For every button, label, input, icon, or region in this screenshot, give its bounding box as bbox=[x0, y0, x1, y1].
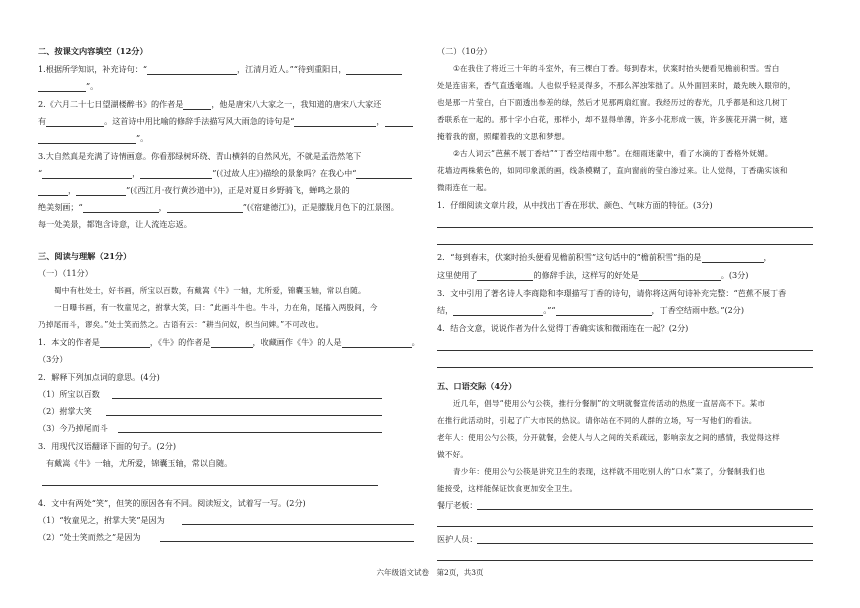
q3-line3: ， ”(《西江月·夜行黄沙道中》)，正是对夏日乡野骑飞，蝉鸣之景的 bbox=[38, 185, 350, 196]
blank bbox=[76, 186, 126, 196]
q2-line2: 有 。这首诗中用比喻的修辞手法描写风大雨急的诗句是“ ， bbox=[38, 116, 413, 127]
passage-2-line: ①在我住了将近三十年的斗室外，有三棵白丁香。每到春末，伏案时抬头便看见檐前积雪。雪白 bbox=[453, 64, 780, 73]
restaurant-owner-label: 餐厅老板： bbox=[437, 500, 478, 510]
blank bbox=[167, 203, 243, 213]
answer-line bbox=[437, 243, 813, 245]
bq3-line: 3．文中引用了著名诗人李商隐和李璟描写丁香的诗句，请你将这两句诗补充完整：“芭蕉不展丁香 bbox=[437, 288, 787, 298]
rq1-line: 1．本文的作者是 ，《牛》的作者是 ，收藏画作《牛》的人是 。 bbox=[38, 337, 420, 347]
passage-2-title: （二）（10分） bbox=[437, 46, 492, 56]
blank bbox=[140, 169, 212, 179]
answer-line bbox=[106, 414, 382, 416]
passage-2-line: 花墙边两株紫色的，如同印象派的画，线条模糊了，直向窗前的莹白渗过来。让人觉得，丁香确实该和 bbox=[437, 166, 788, 175]
passage-2-line: ②古人词云“芭蕉不展丁香结”“丁香空结雨中愁”。在细雨迷蒙中，看了水滴的丁香格外妩媚。 bbox=[453, 149, 773, 158]
passage-1-line: 乃掉尾而斗，谬矣。”处士笑而然之。古语有云：“耕当问奴，织当问婢。”不可改也。 bbox=[38, 320, 324, 329]
q1-line: 1.根据所学知识，补充诗句：“ ，江清月近人。”“待到重阳日， bbox=[38, 64, 402, 75]
blank bbox=[702, 253, 764, 263]
answer-line bbox=[112, 397, 382, 399]
page-footer: 六年级语文试卷 第2页，共3页 bbox=[376, 568, 484, 577]
blank bbox=[453, 306, 543, 316]
q3-line5: 每一处美景，都饱含诗意，让人流连忘返。 bbox=[38, 219, 192, 229]
rq2-3: （3）今乃掉尾而斗 bbox=[38, 423, 108, 433]
blank bbox=[385, 117, 413, 127]
passage-2-line: 掩着我的窗，照耀着我的文思和梦想。 bbox=[437, 132, 570, 141]
rq3-sentence: 有戴嵩《牛》一轴，尤所爱，锦囊玉轴，常以自随。 bbox=[46, 458, 233, 468]
blank bbox=[639, 271, 721, 281]
medical-staff-label: 医护人员： bbox=[437, 534, 478, 544]
answer-line bbox=[437, 349, 813, 351]
rq3-line: 3．用现代汉语翻译下面的句子。(2分) bbox=[38, 441, 177, 451]
bq1-line: 1．仔细阅读文章片段，从中找出丁香在形状、颜色、气味方面的特征。(3分) bbox=[437, 200, 713, 210]
blank bbox=[556, 306, 652, 316]
bq4-line: 4．结合文意，说说作者为什么觉得丁香确实该和微雨连在一起？(2分) bbox=[437, 323, 689, 333]
answer-line bbox=[477, 508, 813, 510]
oral-line: 老年人：使用公勺公筷，分开就餐，会使人与人之间的关系疏远，影响亲友之间的感情，我觉得这样 bbox=[437, 433, 780, 442]
rq2-1: （1）所宝以百数 bbox=[38, 389, 100, 399]
passage-1-line: 蜀中有杜处士，好书画，所宝以百数，有戴嵩《牛》一轴，尤所爱，锦囊玉轴，常以自随。 bbox=[54, 286, 366, 295]
answer-line bbox=[437, 559, 813, 561]
q3-line2: “ ， ”(《过故人庄》)描绘的景象吗？在我心中“ bbox=[38, 168, 412, 179]
blank bbox=[183, 100, 211, 110]
passage-2-line: 处是连宙来，香气直透毫端。人也似乎轻灵得多，不那么浑浊笨拙了。从外面回来时，最先映入眼帘的， bbox=[437, 81, 796, 90]
blank bbox=[356, 169, 412, 179]
answer-line bbox=[182, 523, 414, 525]
blank bbox=[38, 186, 68, 196]
blank bbox=[42, 169, 132, 179]
blank bbox=[147, 65, 237, 75]
answer-line bbox=[477, 542, 813, 544]
section-3-title: 三、阅读与理解（21分） bbox=[38, 251, 132, 261]
rq1-score: （3分） bbox=[38, 354, 68, 364]
answer-line bbox=[118, 431, 382, 433]
q2-line: 2.《六月二十七日望湖楼醉书》的作者是 ，他是唐宋八大家之一，我知道的唐宋八大家还 bbox=[38, 99, 382, 109]
oral-line: 在推行此活动时，引起了广大市民的热议。请你站在不同的人群的立场，写一写他们的看法。 bbox=[437, 416, 757, 425]
q3-line4: 绝美刻画；“ ， ”(《宿建德江》)，正是朦胧月色下的江景图。 bbox=[38, 202, 399, 212]
rq4-2: （2）“处士笑而然之”是因为 bbox=[38, 532, 141, 542]
blank bbox=[100, 338, 150, 348]
blank bbox=[346, 65, 402, 75]
rq2-line: 2．解释下列加点词的意思。(4分) bbox=[38, 372, 160, 382]
q3-line: 3.大自然真是充满了诗情画意。你看那绿树环绕、青山横斜的自然风光，不就是孟浩然笔下 bbox=[38, 151, 362, 161]
blank bbox=[477, 271, 533, 281]
rq2-2: （2）拊掌大笑 bbox=[38, 406, 92, 416]
bq2-line: 2．“每到春末，伏案时抬头便看见檐前积雪”这句话中的“檐前积雪”指的是 ， bbox=[437, 252, 772, 262]
oral-line: 青少年：使用公勺公筷是讲究卫生的表现，这样就不用吃别人的“口水”菜了，分餐制我们也 bbox=[453, 467, 766, 476]
bq3-line2: 结， 。”“ ，丁香空结雨中愁。”(2分) bbox=[437, 305, 745, 315]
blank bbox=[211, 338, 253, 348]
answer-line bbox=[437, 525, 813, 527]
answer-line bbox=[160, 540, 414, 542]
blank bbox=[342, 338, 412, 348]
blank bbox=[83, 203, 159, 213]
answer-line bbox=[42, 484, 378, 486]
q2-line3: ”。 bbox=[38, 133, 148, 144]
bq2-line2: 这里使用了 的修辞手法，这样写的好处是 。(3分) bbox=[437, 270, 749, 280]
blank bbox=[38, 134, 136, 144]
section-5-title: 五、口语交际（4分） bbox=[437, 381, 517, 391]
passage-1-title: （一）（11分） bbox=[38, 268, 93, 278]
oral-line: 近几年，倡导“使用公勺公筷，推行分餐制”的文明就餐宣传活动的热度一直居高不下。某市 bbox=[453, 399, 766, 408]
blank bbox=[38, 82, 86, 92]
q1-line2: ”。 bbox=[38, 81, 98, 92]
passage-2-line: 香联系在一起的。那十字小白花，那样小，却不显得单薄，许多小花形成一簇，许多簇花开满一树，遮 bbox=[437, 115, 788, 124]
passage-2-line: 微雨连在一起。 bbox=[437, 183, 492, 192]
passage-1-line: 一日曝书画，有一牧童见之，拊掌大笑，曰：“此画斗牛也。牛斗，力在角，尾搐入两股间，今 bbox=[54, 303, 378, 312]
oral-line: 做不好。 bbox=[437, 450, 469, 459]
oral-line: 能接受，这样能保证饮食更加安全卫生。 bbox=[437, 484, 578, 493]
rq4-1: （1）“牧童见之，拊掌大笑”是因为 bbox=[38, 515, 165, 525]
answer-line bbox=[437, 366, 813, 368]
passage-2-line: 也是那一片莹白，白下面透出参差的绿，然后才见那两扇红窗。我经历过的春光，几乎都是和这几树丁 bbox=[437, 98, 788, 107]
section-2-title: 二、按课文内容填空（12分） bbox=[38, 46, 148, 56]
rq4-line: 4．文中有两处“笑”，但笑的原因各有不同。阅读短文，试着写一写。(2分) bbox=[38, 498, 306, 508]
blank bbox=[46, 117, 104, 127]
blank bbox=[294, 117, 376, 127]
answer-line bbox=[437, 226, 813, 228]
